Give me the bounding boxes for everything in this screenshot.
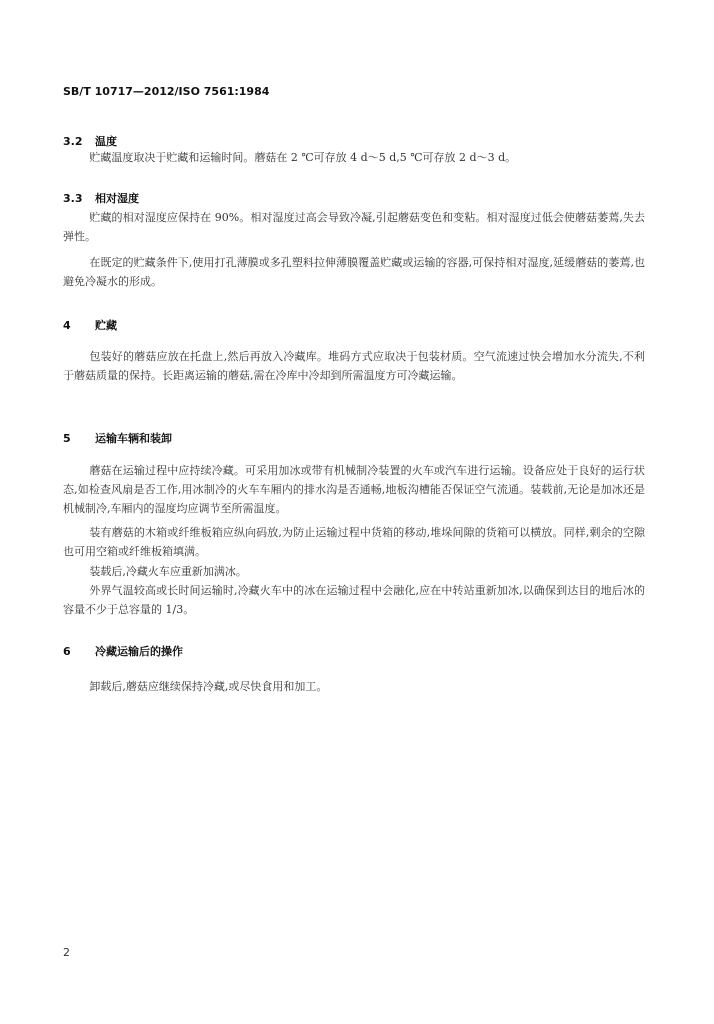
paragraph: 蘑菇在运输过程中应持续冷藏。可采用加冰或带有机械制冷装置的火车或汽车进行运输。设备应处于良好的运行状态,如检查风扇是否工作,用冰制冷的火车车厢内的排水沟是否通畅,地板沟槽能否保证空气流通。装载前,无论是加冰还是机械制冷,车厢内的湿度均应调节至所需温度。 <box>63 464 645 515</box>
section-title: 运输车辆和装卸 <box>95 432 172 445</box>
section-title: 贮藏 <box>95 319 117 332</box>
section-number: 4 <box>63 319 71 332</box>
section-title: 冷藏运输后的操作 <box>95 645 183 658</box>
section-number: 5 <box>63 432 71 445</box>
section-number: 3.2 <box>63 135 83 148</box>
paragraph: 贮藏温度取决于贮藏和运输时间。蘑菇在 2 ℃可存放 4 d～5 d,5 ℃可存放 2 d～3 d。 <box>89 151 517 164</box>
paragraph: 贮藏的相对湿度应保持在 90%。相对湿度过高会导致冷凝,引起蘑菇变色和变粘。相对湿度过低会使蘑菇萎蔫,失去弹性。 <box>63 211 645 243</box>
standard-header: SB/T 10717—2012/ISO 7561:1984 <box>63 85 270 98</box>
section-heading-3-3 <box>63 190 139 206</box>
section-heading-6 <box>63 643 183 659</box>
paragraph: 在既定的贮藏条件下,使用打孔薄膜或多孔塑料拉伸薄膜覆盖贮藏或运输的容器,可保持相对湿度,延缓蘑菇的萎蔫,也避免冷凝水的形成。 <box>63 256 645 288</box>
section-number: 3.3 <box>63 192 83 205</box>
paragraph: 外界气温较高或长时间运输时,冷藏火车中的冰在运输过程中会融化,应在中转站重新加冰,以确保到达目的地后冰的容量不少于总容量的 1/3。 <box>63 584 645 616</box>
section-number: 6 <box>63 645 71 658</box>
page-number: 2 <box>63 946 70 959</box>
paragraph: 装载后,冷藏火车应重新加满冰。 <box>89 565 247 578</box>
section-heading-4 <box>63 317 117 333</box>
paragraph: 卸载后,蘑菇应继续保持冷藏,或尽快食用和加工。 <box>89 680 328 693</box>
paragraph: 装有蘑菇的木箱或纤维板箱应纵向码放,为防止运输过程中货箱的移动,堆垛间隙的货箱可以横放。同样,剩余的空隙也可用空箱或纤维板箱填满。 <box>63 526 645 558</box>
section-heading-5 <box>63 430 172 446</box>
paragraph: 包装好的蘑菇应放在托盘上,然后再放入冷藏库。堆码方式应取决于包装材质。空气流速过快会增加水分流失,不利于蘑菇质量的保持。长距离运输的蘑菇,需在冷库中冷却到所需温度方可冷藏运输。 <box>63 350 645 382</box>
section-title: 相对湿度 <box>95 192 139 205</box>
section-heading-3-2 <box>63 133 117 149</box>
section-title: 温度 <box>95 135 117 148</box>
